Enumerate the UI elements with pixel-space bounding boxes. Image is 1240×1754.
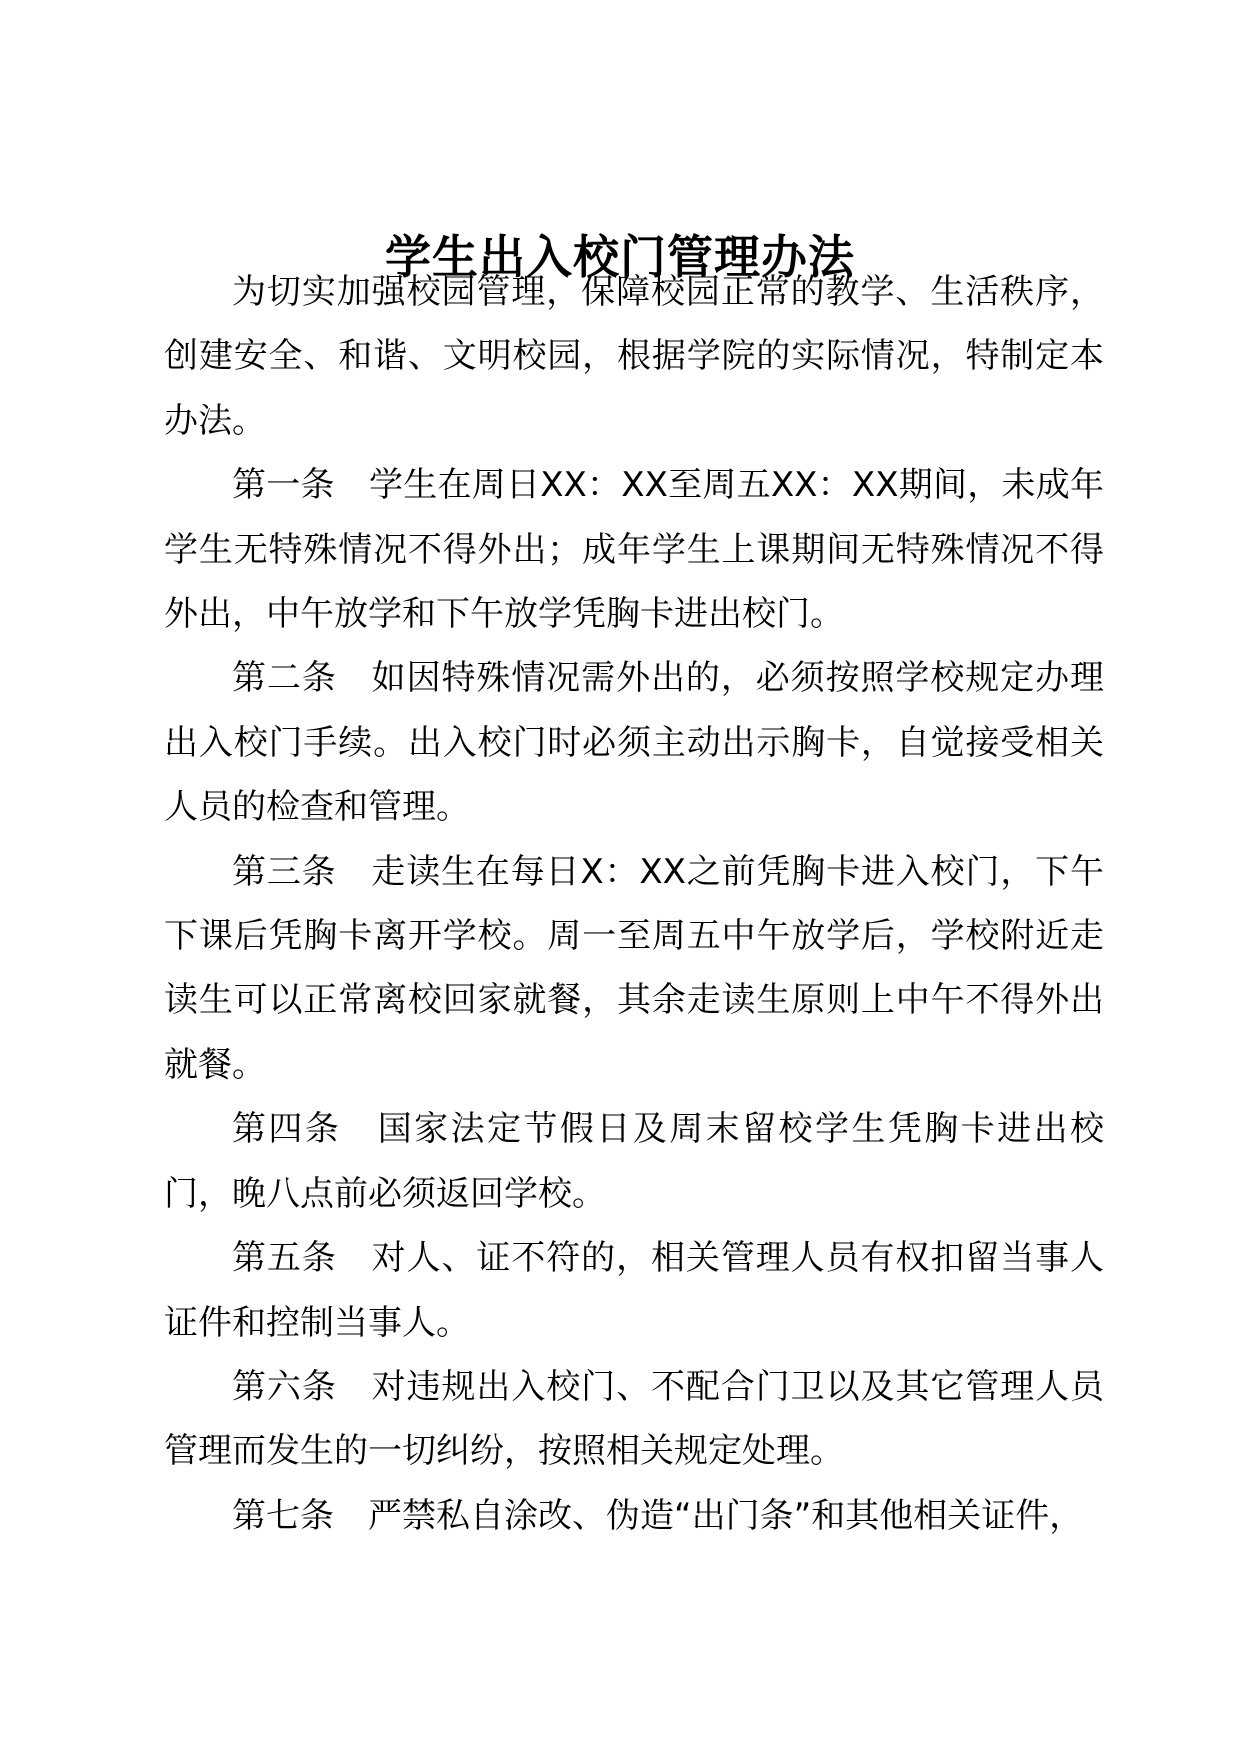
- article-2-paragraph: 第二条 如因特殊情况需外出的，必须按照学校规定办理出入校门手续。出入校门时必须主动出示胸卡，自觉接受相关人员的检查和管理。: [164, 658, 1104, 828]
- article-5-paragraph: 第五条 对人、证不符的，相关管理人员有权扣留当事人证件和控制当事人。: [164, 1238, 1104, 1343]
- article-4-paragraph: 第四条 国家法定节假日及周末留校学生凭胸卡进出校门，晚八点前必须返回学校。: [164, 1109, 1104, 1214]
- article-1-paragraph: 第一条 学生在周日XX：XX至周五XX：XX期间，未成年学生无特殊情况不得外出；成年学生上课期间无特殊情况不得外出，中午放学和下午放学凭胸卡进出校门。: [164, 465, 1104, 635]
- document-title: 学生出入校门管理办法: [385, 229, 855, 284]
- article-7-paragraph: 第七条 严禁私自涂改、伪造“出门条”和其他相关证件，: [232, 1495, 1084, 1536]
- intro-paragraph: 为切实加强校园管理，保障校园正常的教学、生活秩序，创建安全、和谐、文明校园，根据学院的实际情况，特制定本办法。: [164, 272, 1104, 441]
- document-body: [164, 260, 1104, 1548]
- article-6-paragraph: 第六条 对违规出入校门、不配合门卫以及其它管理人员管理而发生的一切纠纷，按照相关规定处理。: [164, 1366, 1104, 1472]
- article-3-paragraph: 第三条 走读生在每日X：XX之前凭胸卡进入校门，下午下课后凭胸卡离开学校。周一至周五中午放学后，学校附近走读生可以正常离校回家就餐，其余走读生原则上中午不得外出就餐。: [164, 851, 1104, 1085]
